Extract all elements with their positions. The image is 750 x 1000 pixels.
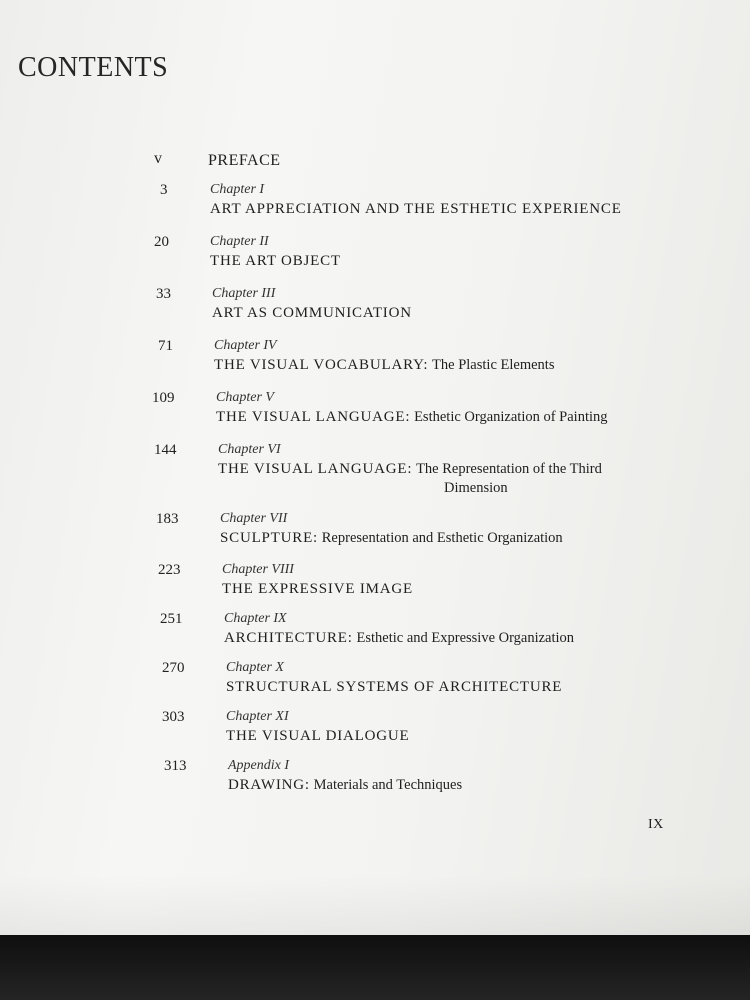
toc-subtitle: Esthetic and Expressive Organization (356, 630, 575, 646)
toc-title-line (218, 461, 602, 497)
toc-page-number: 223 (158, 562, 181, 578)
toc-title-line (210, 253, 341, 270)
toc-title-line (210, 201, 622, 218)
toc-title: ARCHITECTURE: (224, 630, 353, 646)
toc-subtitle: Esthetic Organization of Painting (414, 409, 608, 425)
toc-chapter-label: Chapter VI (218, 442, 281, 457)
toc-subtitle: Representation and Esthetic Organization (321, 530, 563, 546)
toc-chapter-label: Chapter XI (226, 709, 289, 724)
toc-title: ART APPRECIATION AND THE ESTHETIC EXPERIENCE (210, 201, 622, 217)
toc-chapter-label: Chapter III (212, 286, 276, 301)
toc-chapter-label: Chapter VII (220, 511, 288, 526)
toc-title: THE VISUAL LANGUAGE: (218, 461, 413, 477)
page-folio: IX (648, 817, 664, 832)
toc-title: SCULPTURE: (220, 530, 319, 546)
toc-title: DRAWING: (228, 777, 310, 793)
toc-chapter-label: Chapter IV (214, 338, 277, 353)
toc-title: THE VISUAL DIALOGUE (226, 728, 410, 744)
toc-page-number: 270 (162, 660, 185, 676)
toc-title-line (228, 777, 462, 794)
toc-title: ART AS COMMUNICATION (212, 305, 412, 321)
preface-title: PREFACE (208, 152, 281, 169)
toc-chapter-label: Chapter I (210, 182, 265, 197)
toc-chapter-label: Appendix I (228, 758, 290, 773)
toc-chapter-label: Chapter II (210, 234, 269, 249)
toc-subtitle: Materials and Techniques (313, 777, 463, 793)
toc-title-line (214, 357, 554, 374)
preface-page-number: v (154, 150, 162, 167)
toc-page-number: 144 (154, 442, 177, 458)
background-surface (0, 935, 750, 1000)
toc-subtitle-continued: Dimension (444, 480, 508, 496)
toc-page-number: 303 (162, 709, 185, 725)
toc-chapter-label: Chapter VIII (222, 562, 294, 577)
toc-title-line (224, 630, 574, 647)
page-title: CONTENTS (18, 52, 169, 83)
toc-subtitle: The Plastic Elements (432, 357, 555, 373)
toc-chapter-label: Chapter IX (224, 611, 287, 626)
toc-chapter-label: Chapter X (226, 660, 284, 675)
toc-page-number: 313 (164, 758, 187, 774)
toc-title-line (226, 728, 410, 745)
toc-title: THE EXPRESSIVE IMAGE (222, 581, 413, 597)
toc-page-number: 20 (154, 234, 169, 250)
toc-page-number: 183 (156, 511, 179, 527)
toc-page-number: 71 (158, 338, 173, 354)
toc-title-line (212, 305, 412, 322)
toc-subtitle: The Representation of the Third (416, 461, 602, 477)
toc-page-number: 109 (152, 390, 175, 406)
toc-title: THE VISUAL LANGUAGE: (216, 409, 411, 425)
toc-title-line (216, 409, 608, 426)
toc-title: STRUCTURAL SYSTEMS OF ARCHITECTURE (226, 679, 563, 695)
toc-page-number: 251 (160, 611, 183, 627)
toc-chapter-label: Chapter V (216, 390, 274, 405)
toc-title: THE VISUAL VOCABULARY: (214, 357, 429, 373)
toc-title: THE ART OBJECT (210, 253, 341, 269)
toc-page-number: 33 (156, 286, 171, 302)
toc-title-line (226, 679, 562, 696)
toc-title-line (222, 581, 413, 598)
toc-page-number: 3 (160, 182, 168, 198)
toc-title-line (220, 530, 563, 547)
